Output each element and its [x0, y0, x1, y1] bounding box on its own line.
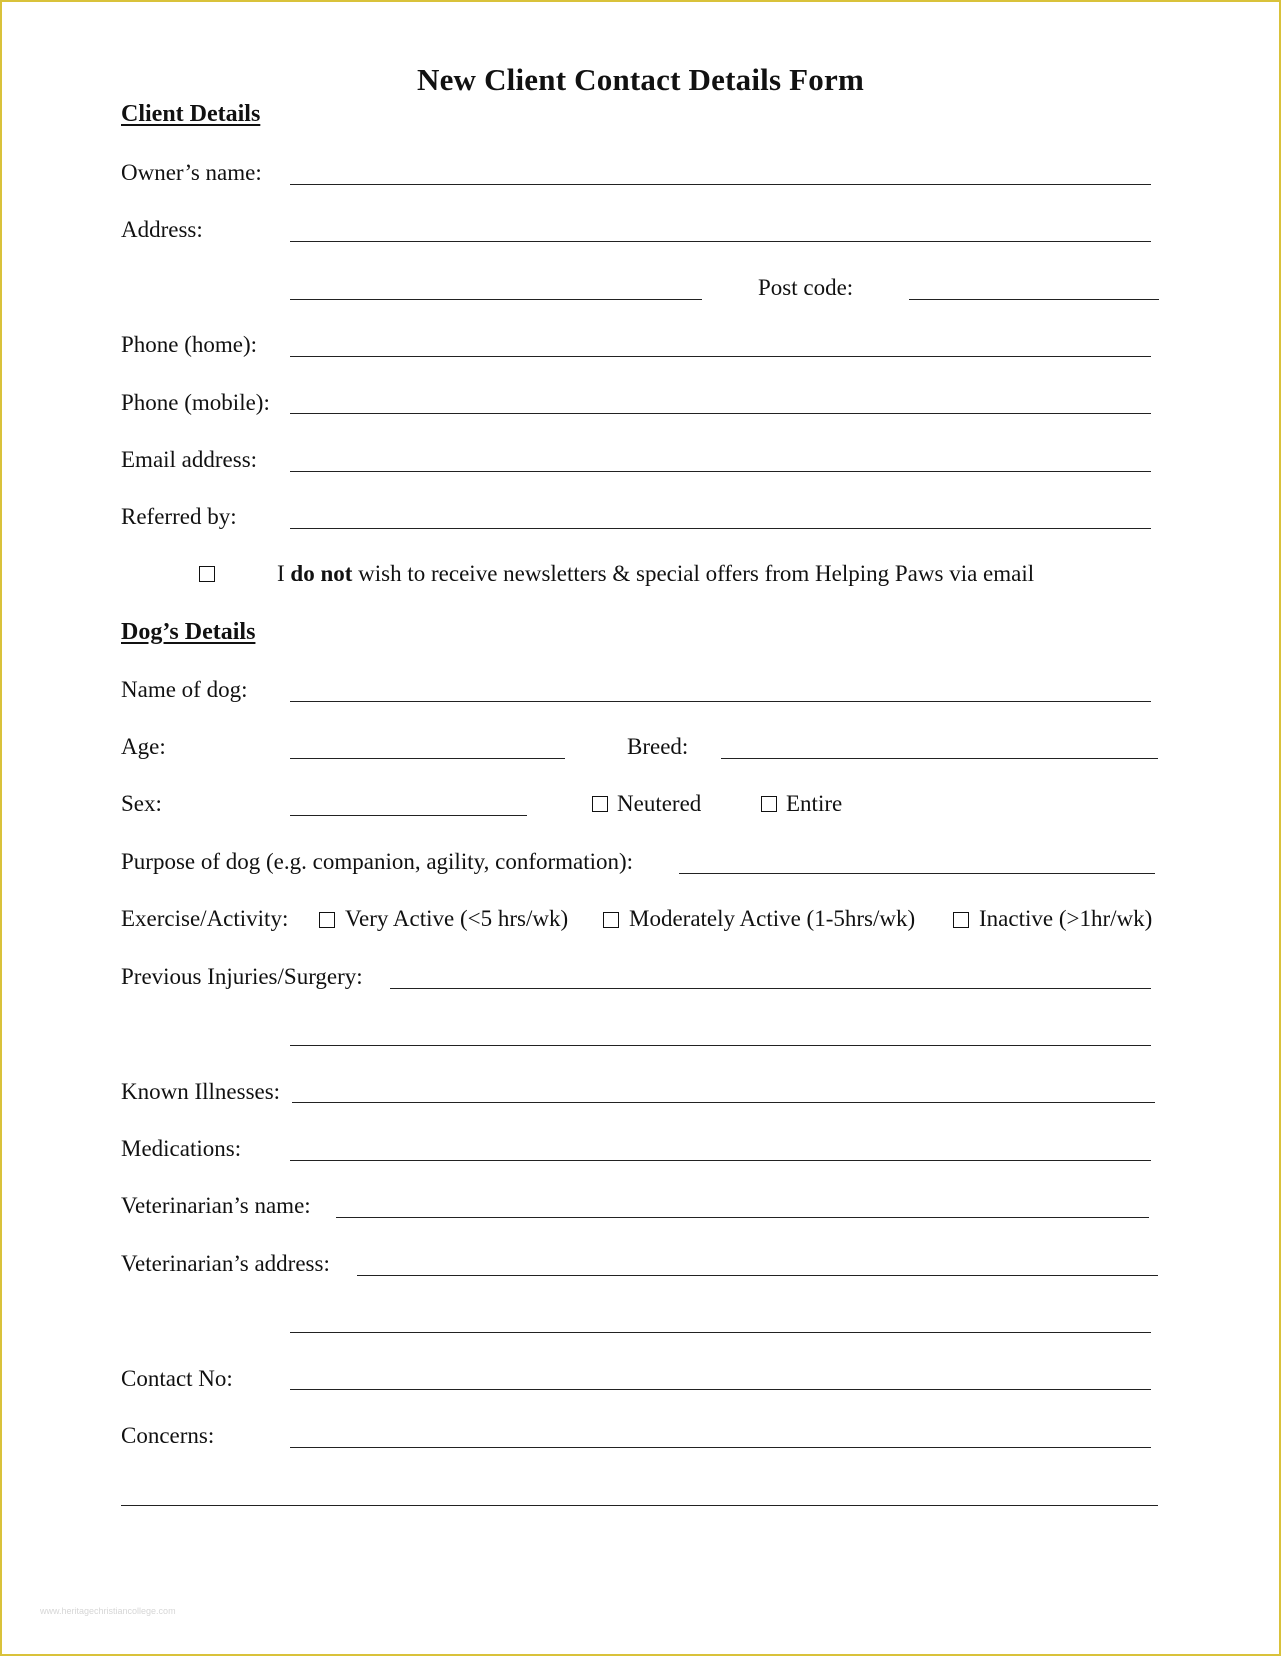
referred-by-field[interactable]	[290, 528, 1151, 529]
sex-field[interactable]	[290, 815, 527, 816]
concerns-label: Concerns:	[121, 1423, 215, 1448]
email-label: Email address:	[121, 447, 258, 472]
newsletter-optout-suffix: wish to receive newsletters & special offers from Helping Paws via email	[352, 561, 1035, 586]
phone-home-field[interactable]	[290, 356, 1151, 357]
sex-label: Sex:	[121, 791, 162, 816]
form-title: New Client Contact Details Form	[417, 62, 864, 97]
vet-address-field-line-2[interactable]	[290, 1332, 1151, 1333]
post-code-label: Post code:	[758, 275, 854, 300]
dogs-details-heading: Dog’s Details	[121, 619, 256, 645]
address-field-line-2[interactable]	[290, 299, 702, 300]
injuries-field-line-1[interactable]	[390, 988, 1151, 989]
newsletter-optout-emphasis: do not	[290, 561, 353, 586]
client-details-heading: Client Details	[121, 101, 261, 127]
concerns-field-line-1[interactable]	[290, 1447, 1151, 1448]
moderately-active-checkbox[interactable]	[603, 912, 619, 928]
illnesses-label: Known Illnesses:	[121, 1079, 281, 1104]
vet-name-field[interactable]	[336, 1217, 1149, 1218]
owners-name-label: Owner’s name:	[121, 160, 262, 185]
illnesses-field[interactable]	[292, 1102, 1155, 1103]
injuries-field-line-2[interactable]	[290, 1045, 1151, 1046]
watermark: www.heritagechristiancollege.com	[40, 1606, 176, 1616]
very-active-checkbox[interactable]	[319, 912, 335, 928]
exercise-label: Exercise/Activity:	[121, 906, 289, 931]
name-of-dog-label: Name of dog:	[121, 677, 248, 702]
email-field[interactable]	[290, 471, 1151, 472]
injuries-label: Previous Injuries/Surgery:	[121, 964, 363, 989]
name-of-dog-field[interactable]	[290, 701, 1151, 702]
post-code-field[interactable]	[909, 299, 1159, 300]
purpose-label: Purpose of dog (e.g. companion, agility, conformation):	[121, 849, 634, 874]
owners-name-field[interactable]	[290, 184, 1151, 185]
neutered-checkbox[interactable]	[592, 796, 608, 812]
contact-no-field[interactable]	[290, 1389, 1151, 1390]
phone-home-label: Phone (home):	[121, 332, 258, 357]
medications-field[interactable]	[290, 1160, 1151, 1161]
contact-no-label: Contact No:	[121, 1366, 233, 1391]
breed-field[interactable]	[721, 758, 1158, 759]
entire-checkbox[interactable]	[761, 796, 777, 812]
phone-mobile-field[interactable]	[290, 413, 1151, 414]
moderately-active-label: Moderately Active (1-5hrs/wk)	[629, 906, 916, 931]
entire-label: Entire	[786, 791, 843, 816]
newsletter-optout-label	[277, 561, 1034, 587]
medications-label: Medications:	[121, 1136, 242, 1161]
purpose-field[interactable]	[679, 873, 1155, 874]
newsletter-optout-checkbox[interactable]	[199, 566, 215, 582]
address-label: Address:	[121, 217, 203, 242]
very-active-label: Very Active (<5 hrs/wk)	[345, 906, 569, 931]
vet-address-label: Veterinarian’s address:	[121, 1251, 330, 1276]
referred-by-label: Referred by:	[121, 504, 237, 529]
inactive-label: Inactive (>1hr/wk)	[979, 906, 1153, 931]
phone-mobile-label: Phone (mobile):	[121, 390, 270, 415]
breed-label: Breed:	[627, 734, 689, 759]
age-field[interactable]	[290, 758, 565, 759]
vet-name-label: Veterinarian’s name:	[121, 1193, 311, 1218]
newsletter-optout-prefix: I	[277, 561, 291, 586]
neutered-label: Neutered	[617, 791, 702, 816]
age-label: Age:	[121, 734, 166, 759]
address-field-line-1[interactable]	[290, 241, 1151, 242]
concerns-field-line-2[interactable]	[121, 1505, 1158, 1506]
inactive-checkbox[interactable]	[953, 912, 969, 928]
vet-address-field-line-1[interactable]	[357, 1275, 1158, 1276]
